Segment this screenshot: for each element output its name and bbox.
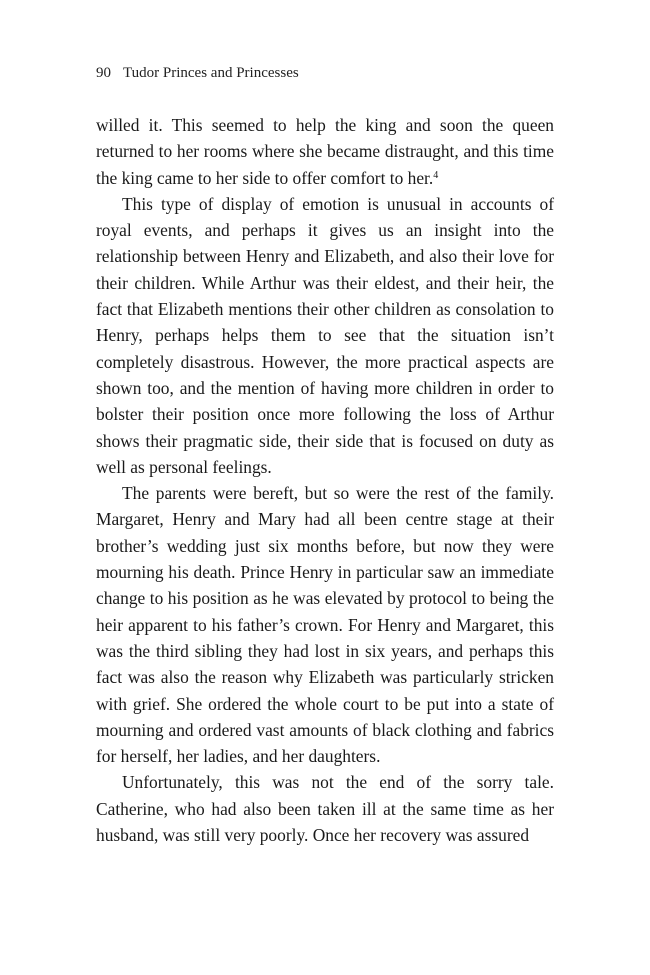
footnote-marker[interactable]: 4	[433, 169, 439, 181]
page-number: 90	[96, 65, 111, 81]
running-head	[96, 62, 554, 84]
paragraph-1-text: willed it. This seemed to help the king and soon the queen returned to her rooms where she became distraught, and this time the king came to her side to offer comfort to her.	[96, 115, 554, 188]
book-page	[96, 62, 554, 848]
paragraph-3: The parents were bereft, but so were the rest of the family. Margaret, Henry and Mary had all been centre stage at their brother’s wedding just six months before, but now they were mourning his death. Prince Henry in particular saw an immediate change to his position as he was elevated by protocol to being the heir apparent to his father’s crown. For Henry and Margaret, this was the third sibling they had lost in six years, and perhaps this fact was also the reason why Elizabeth was particularly stricken with grief. She ordered the whole court to be put into a state of mourning and ordered vast amounts of black clothing and fabrics for herself, her ladies, and her daughters.	[96, 483, 554, 767]
paragraph-4: Unfortunately, this was not the end of the sorry tale. Catherine, who had also been taken ill at the same time as her husband, was still very poorly. Once her recovery was assured	[96, 772, 554, 846]
paragraph-2: This type of display of emotion is unusual in accounts of royal events, and perhaps it gives us an insight into the relationship between Henry and Elizabeth, and also their love for their children. While Arthur was their eldest, and their heir, the fact that Elizabeth mentions their other children as consolation to Henry, perhaps helps them to see that the situation isn’t completely disastrous. However, the more practical aspects are shown too, and the mention of having more children in order to bolster their position once more following the loss of Arthur shows their pragmatic side, their side that is focused on duty as well as personal feelings.	[96, 193, 554, 477]
body-text	[96, 112, 554, 848]
paragraph-1	[96, 112, 554, 191]
running-head-title: Tudor Princes and Princesses	[123, 65, 299, 81]
